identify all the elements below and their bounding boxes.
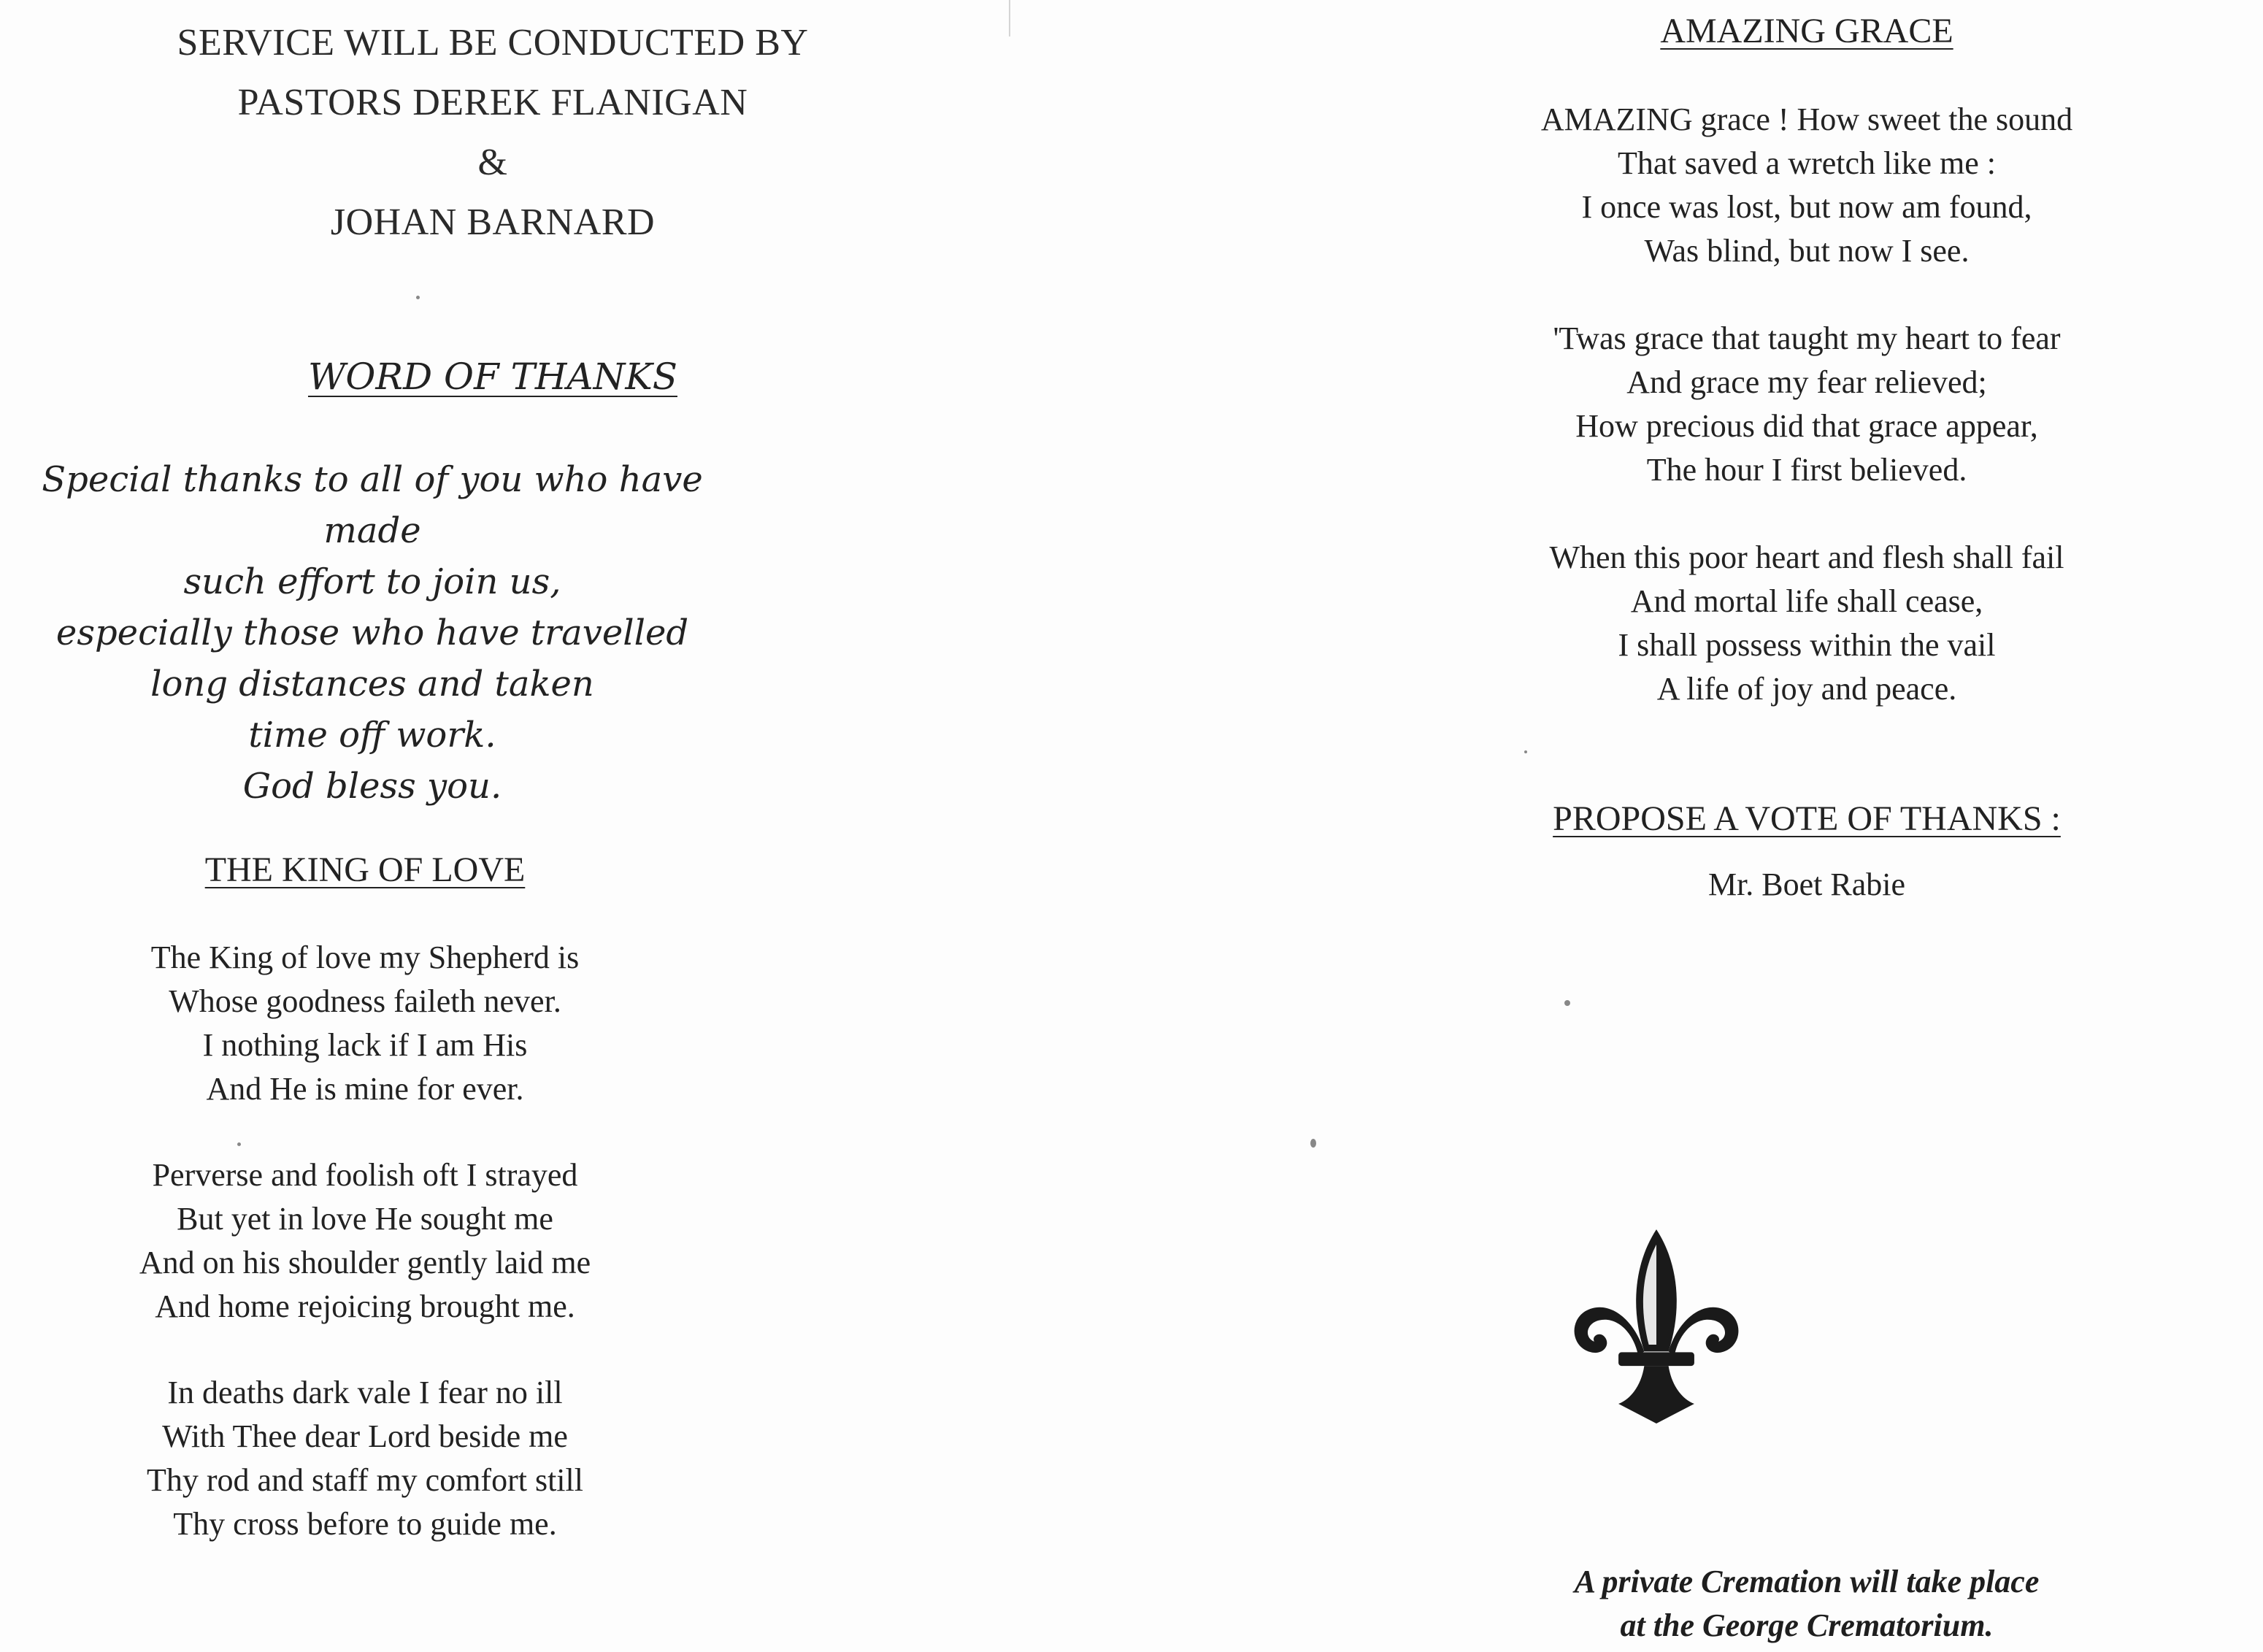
verse-line: The hour I first believed. [1646, 452, 1967, 488]
vote-of-thanks-name: Mr. Boet Rabie [1707, 867, 1906, 902]
verse-line: That saved a wretch like me : [1617, 145, 1996, 181]
amazing-grace-stanza-2 [1350, 317, 2263, 492]
king-of-love-stanza-2 [0, 1153, 730, 1329]
scan-speck [237, 1142, 241, 1146]
closing-line: at the George Crematorium. [1620, 1607, 1994, 1643]
amazing-grace-stanza-1 [1350, 98, 2263, 273]
verse-line: 'Twas grace that taught my heart to fear [1553, 320, 2061, 356]
thanks-line: especially those who have travelled [55, 612, 689, 653]
verse-line: Was blind, but now I see. [1644, 233, 1970, 269]
king-of-love-stanza-3 [0, 1371, 730, 1546]
verse-line: I once was lost, but now am found, [1581, 189, 2032, 225]
verse-line: I nothing lack if I am His [202, 1027, 528, 1063]
thanks-line: long distances and taken [150, 664, 594, 704]
service-line: PASTORS DEREK FLANIGAN [237, 82, 748, 123]
service-line: SERVICE WILL BE CONDUCTED BY [177, 22, 809, 64]
scan-speck [1310, 1139, 1316, 1148]
king-of-love-stanza-1 [0, 936, 730, 1111]
verse-line: How precious did that grace appear, [1575, 408, 2038, 444]
scan-speck [416, 296, 420, 299]
word-of-thanks-text [7, 454, 737, 812]
verse-line: AMAZING grace ! How sweet the sound [1540, 101, 2073, 137]
verse-line: Whose goodness faileth never. [169, 983, 561, 1019]
left-page [0, 0, 986, 1652]
scan-speck [1524, 750, 1527, 753]
verse-line: Perverse and foolish oft I strayed [152, 1157, 578, 1193]
fleur-de-lis-icon [1564, 1226, 1748, 1424]
verse-line: I shall possess within the vail [1618, 627, 1996, 663]
thanks-line: Special thanks to all of you who have made [42, 459, 703, 551]
amazing-grace-heading: AMAZING GRACE [1660, 12, 1953, 50]
closing-line: A private Cremation will take place [1574, 1564, 2040, 1599]
thanks-line: time off work. [248, 715, 496, 756]
king-of-love-heading: THE KING OF LOVE [204, 850, 526, 889]
amazing-grace-stanza-3 [1350, 536, 2263, 711]
verse-line: In deaths dark vale I fear no ill [167, 1375, 563, 1410]
verse-line: With Thee dear Lord beside me [162, 1418, 568, 1454]
verse-line: And on his shoulder gently laid me [139, 1245, 591, 1280]
verse-line: And mortal life shall cease, [1630, 583, 1983, 619]
verse-line: A life of joy and peace. [1656, 671, 1957, 707]
verse-line: The King of love my Shepherd is [150, 940, 580, 975]
service-line: & [477, 142, 508, 183]
thanks-line: God bless you. [242, 766, 502, 807]
service-line: JOHAN BARNARD [330, 201, 656, 243]
cremation-notice [1350, 1560, 2263, 1648]
right-page [986, 0, 2073, 1652]
vote-of-thanks-heading: PROPOSE A VOTE OF THANKS : [1553, 799, 2061, 838]
word-of-thanks-heading: WORD OF THANKS [307, 356, 677, 398]
verse-line: But yet in love He sought me [177, 1201, 553, 1237]
verse-line: Thy rod and staff my comfort still [147, 1462, 583, 1498]
thanks-line: such effort to join us, [183, 561, 561, 602]
verse-line: And home rejoicing brought me. [155, 1288, 575, 1324]
verse-line: Thy cross before to guide me. [173, 1506, 557, 1542]
verse-line: When this poor heart and flesh shall fail [1549, 539, 2064, 575]
scan-speck [1564, 1000, 1570, 1006]
verse-line: And He is mine for ever. [206, 1071, 524, 1107]
verse-line: And grace my fear relieved; [1626, 364, 1987, 400]
service-conducted-by [0, 13, 986, 253]
